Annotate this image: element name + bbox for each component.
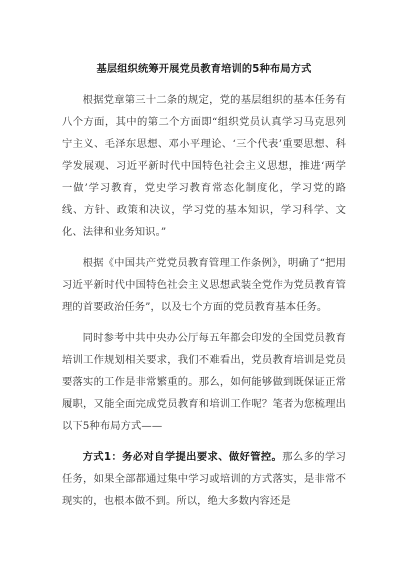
method-1-text: 那么多的学习任务，如果全部都通过集中学习或培训的方式落实，是非常不现实的，也根本做不到。所以，绝大多数内容还是 [62, 451, 346, 507]
paragraph-planning-reference: 同时参考中共中央办公厅每五年都会印发的全国党员教育培训工作规划相关要求，我们不难看出，党员教育培训是党员要落实的工作是非常繁重的。那么，如何能够做到既保证正常履职，又能全面完成党员教育和培训工作呢？笔者为您梳理出以下5种布局方式—— [62, 332, 346, 432]
paragraph-regulations: 根据《中国共产党党员教育管理工作条例》，明确了“把用习近平新时代中国特色社会主义思想武装全党作为党员教育管理的首要政治任务”，以及七个方面的党员教育基本任务。 [62, 257, 346, 313]
page-title: 基层组织统筹开展党员教育培训的5种布局方式 [96, 64, 312, 75]
paragraph-method-1 [62, 446, 346, 512]
method-1-heading: 方式1：务必对自学提出要求、做好管控。 [82, 451, 283, 463]
paragraph-party-constitution: 根据党章第三十二条的规定，党的基层组织的基本任务有八个方面，其中的第二个方面即“组织党员认真学习马克思列宁主义、毛泽东思想、邓小平理论、‘三个代表’重要思想、科学发展观、习近平新时代中国特色社会主义思想，推进‘两学一做’学习教育，党史学习教育常态化制度化，学习党的路线、方针、政策和决议，学习党的基本知识，学习科学、文化、法律和业务知识。” [62, 94, 346, 238]
